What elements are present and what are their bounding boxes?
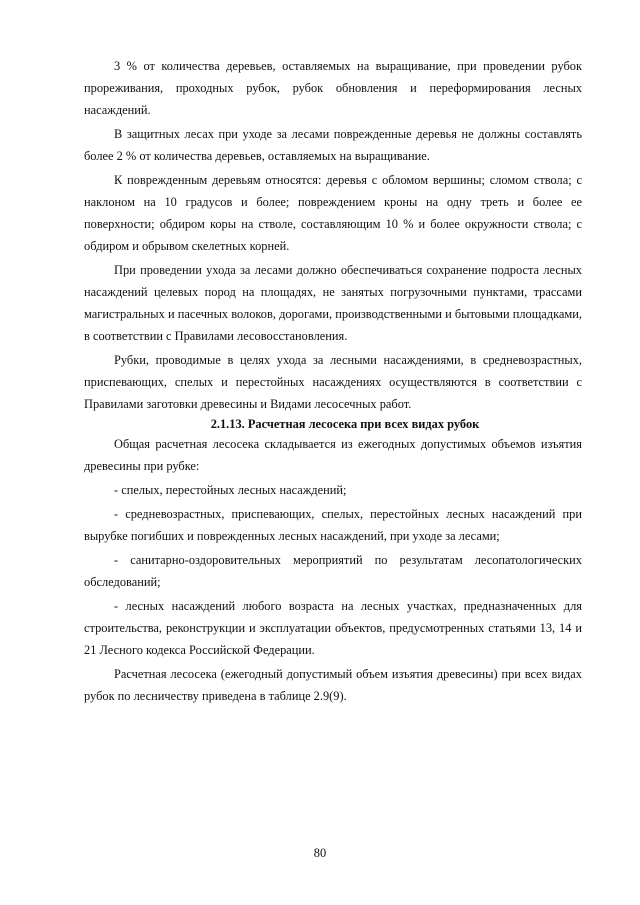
- list-item-3: - санитарно-оздоровительных мероприятий по результатам лесопатологических обследований;: [84, 553, 582, 589]
- list-item-2: - средневозрастных, приспевающих, спелых, перестойных лесных насаждений при вырубке погибших и поврежденных лесных насаждений, при уходе за лесами;: [84, 507, 582, 543]
- paragraph-1: 3 % от количества деревьев, оставляемых на выращивание, при проведении рубок прореживания, проходных рубок, рубок обновления и переформирования лесных насаждений.: [84, 59, 582, 117]
- paragraph-2: В защитных лесах при уходе за лесами поврежденные деревья не должны составлять более 2 % от количества деревьев, оставляемых на выращивание.: [84, 127, 582, 163]
- list-item-1: - спелых, перестойных лесных насаждений;: [114, 483, 347, 497]
- section-heading: 2.1.13. Расчетная лесосека при всех видах рубок: [210, 417, 480, 431]
- section-paragraph-2: Расчетная лесосека (ежегодный допустимый объем изъятия древесины) при всех видах рубок по лесничеству приведена в таблице 2.9(9).: [84, 667, 582, 703]
- paragraph-3: К поврежденным деревьям относятся: деревья с обломом вершины; сломом ствола; с наклоном на 10 градусов и более; повреждением кроны на одну треть и более ее поверхности; обдиром коры на стволе, составляющим 10 % и более окружности ствола; с обдиром и обрывом скелетных корней.: [84, 173, 582, 253]
- paragraph-5: Рубки, проводимые в целях ухода за лесными насаждениями, в средневозрастных, приспевающих, спелых и перестойных насаждениях осуществляются в соответствии с Правилами заготовки древесины и Видами лесосечных работ.: [84, 353, 582, 411]
- section-paragraph-1: Общая расчетная лесосека складывается из ежегодных допустимых объемов изъятия древесины при рубке:: [84, 437, 582, 473]
- list-item-4: - лесных насаждений любого возраста на лесных участках, предназначенных для строительства, реконструкции и эксплуатации объектов, предусмотренных статьями 13, 14 и 21 Лесного кодекса Российской Федерации.: [84, 599, 582, 657]
- page-number: 80: [313, 846, 327, 860]
- paragraph-4: При проведении ухода за лесами должно обеспечиваться сохранение подроста лесных насаждений целевых пород на площадях, не занятых погрузочными пунктами, трассами магистральных и пасечных волоков, дорогами, производственными и бытовыми площадками, в соответствии с Правилами лесовосстановления.: [84, 263, 582, 343]
- document-body: [84, 55, 582, 707]
